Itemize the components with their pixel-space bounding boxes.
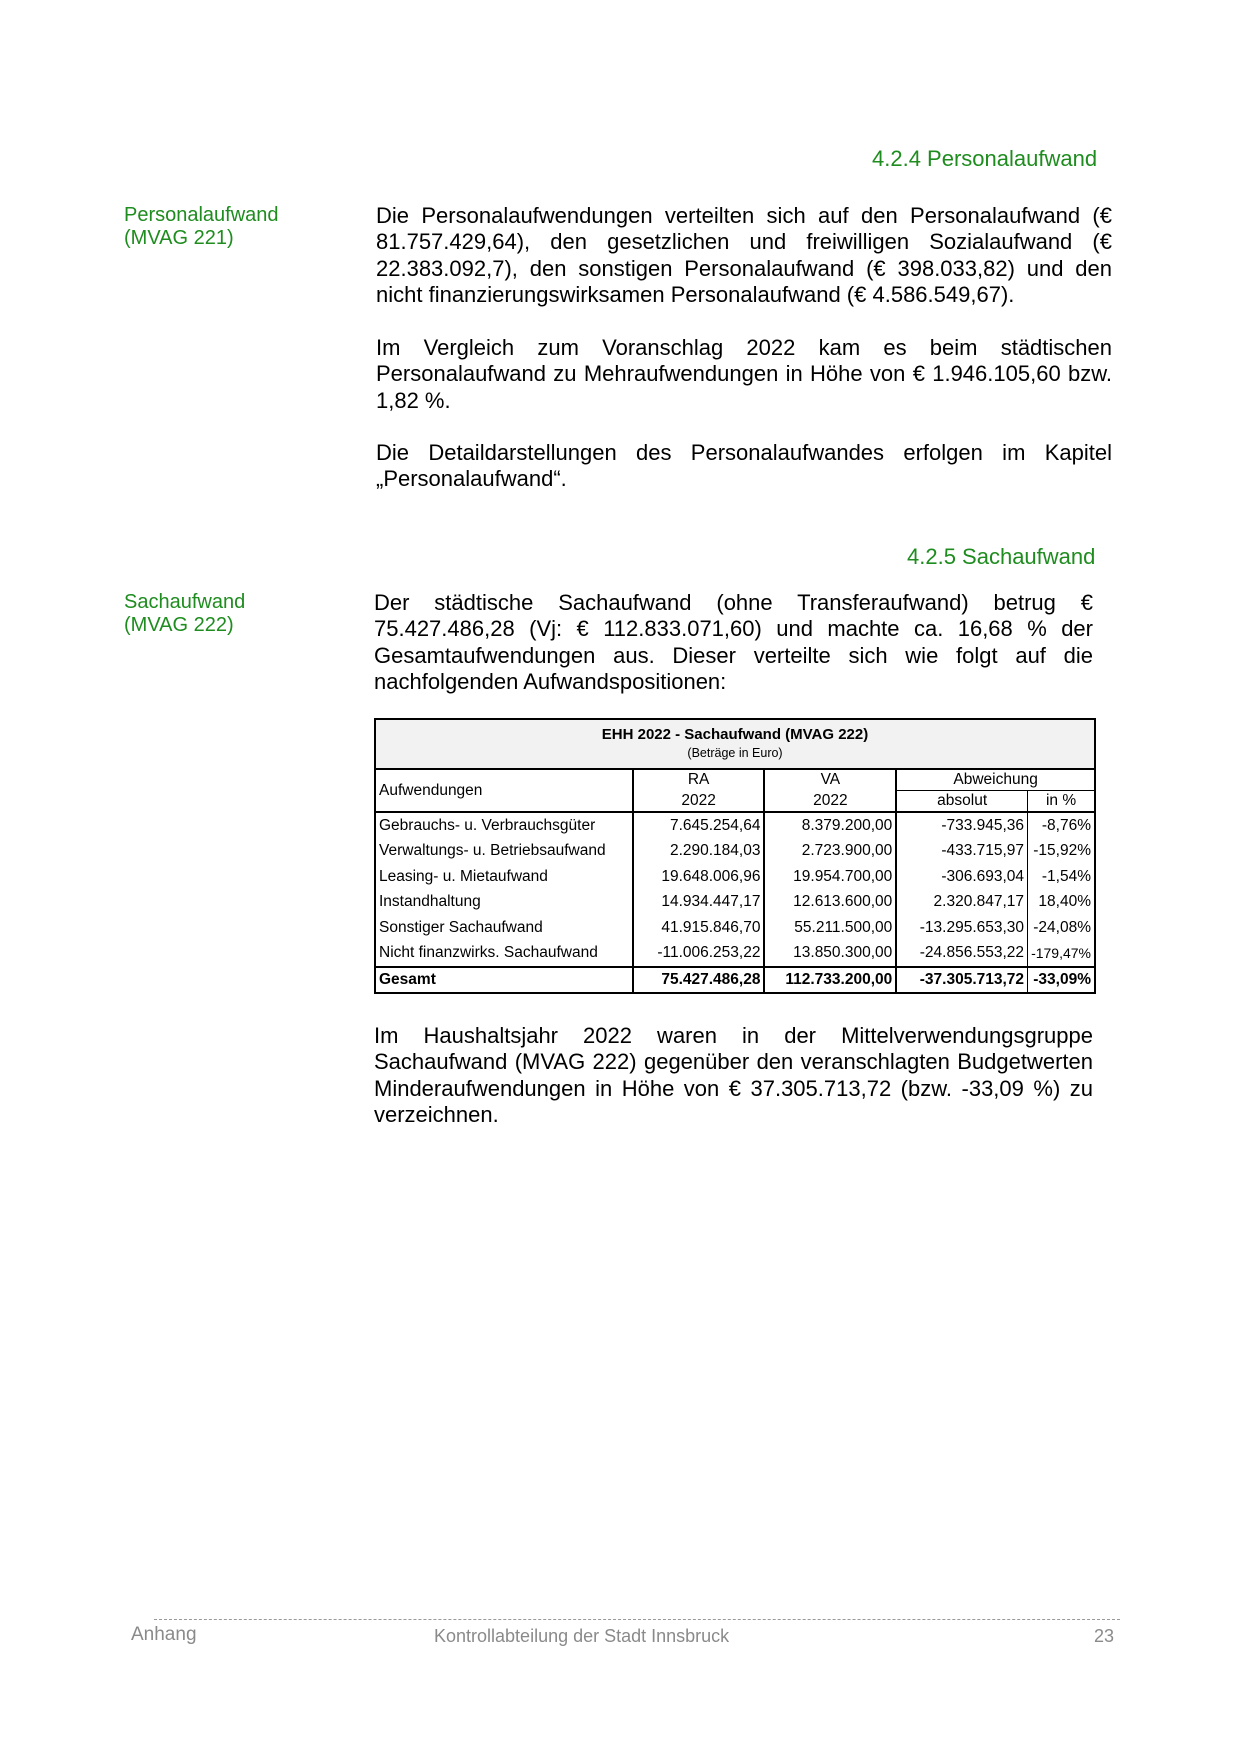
table-subtitle: (Beträge in Euro) — [687, 746, 783, 760]
table-row: Sonstiger Sachaufwand 41.915.846,70 55.211.500,00 -13.295.653,30 -24,08% — [376, 915, 1094, 941]
page-number: 23 — [1094, 1626, 1115, 1646]
header-ra: RA — [633, 770, 765, 791]
table-row: Leasing- u. Mietaufwand 19.648.006,96 19.954.700,00 -306.693,04 -1,54% — [376, 864, 1094, 890]
paragraph-personalaufwand-1: Die Personalaufwendungen verteilten sich auf den Personalaufwand (€ 81.757.429,64), den gesetzlichen und freiwilligen Sozialaufwand (€ 22.383.092,7), den sonstigen Personalaufwand (€ 398.033,82) und den nicht finanzierungswirksamen Personalaufwand (€ 4.586.549,67). — [376, 203, 1112, 308]
table-body — [376, 770, 1094, 992]
paragraph-personalaufwand-3: Die Detaildarstellungen des Personalaufwandes erfolgen im Kapitel „Personalaufwand“. — [376, 440, 1112, 492]
header-ra-year: 2022 — [633, 791, 765, 813]
section-heading-sachaufwand: 4.2.5 Sachaufwand — [907, 544, 1096, 569]
header-percent: in % — [1028, 791, 1094, 813]
footer-left: Anhang — [131, 1624, 197, 1645]
margin-note-personalaufwand — [124, 204, 344, 250]
header-aufwendungen: Aufwendungen — [376, 770, 633, 812]
table-row: Instandhaltung 14.934.447,17 12.613.600,00 2.320.847,17 18,40% — [376, 890, 1094, 916]
margin-note-code: (MVAG 221) — [124, 227, 234, 249]
margin-note-code: (MVAG 222) — [124, 614, 234, 636]
table-row: Gebrauchs- u. Verbrauchsgüter 7.645.254,64 8.379.200,00 -733.945,36 -8,76% — [376, 812, 1094, 839]
sachaufwand-table — [374, 718, 1096, 994]
header-va: VA — [764, 770, 896, 791]
table-title: EHH 2022 - Sachaufwand (MVAG 222) — [601, 726, 869, 743]
paragraph-personalaufwand-2: Im Vergleich zum Voranschlag 2022 kam es beim städtischen Personalaufwand zu Mehraufwendungen in Höhe von € 1.946.105,60 bzw. 1,82 %. — [376, 335, 1112, 413]
margin-note-title: Personalaufwand — [124, 204, 279, 226]
paragraph-sachaufwand-closing: Im Haushaltsjahr 2022 waren in der Mittelverwendungsgruppe Sachaufwand (MVAG 222) gegenüber den veranschlagten Budgetwerten Minderaufwendungen in Höhe von € 37.305.713,72 (bzw. -33,09 %) zu verzeichnen. — [374, 1023, 1093, 1128]
margin-note-sachaufwand — [124, 591, 344, 637]
table-row: Verwaltungs- u. Betriebsaufwand 2.290.184,03 2.723.900,00 -433.715,97 -15,92% — [376, 839, 1094, 865]
paragraph-sachaufwand-intro: Der städtische Sachaufwand (ohne Transferaufwand) betrug € 75.427.486,28 (Vj: € 112.833.071,60) und machte ca. 16,68 % der Gesamtaufwendungen aus. Dieser verteilte sich wie folgt auf die nachfolgenden Aufwandspositionen: — [374, 590, 1093, 695]
table-row: Nicht finanzwirks. Sachaufwand -11.006.253,22 13.850.300,00 -24.856.553,22 -179,47% — [376, 941, 1094, 968]
header-va-year: 2022 — [764, 791, 896, 813]
table-title-box — [376, 720, 1094, 770]
header-absolut: absolut — [896, 791, 1027, 813]
margin-note-title: Sachaufwand — [124, 591, 246, 613]
section-heading-personalaufwand: 4.2.4 Personalaufwand — [872, 146, 1098, 171]
table-total-row: Gesamt 75.427.486,28 112.733.200,00 -37.305.713,72 -33,09% — [376, 967, 1094, 992]
header-abweichung: Abweichung — [896, 770, 1094, 791]
footer-center: Kontrollabteilung der Stadt Innsbruck — [434, 1626, 730, 1646]
footer-divider — [154, 1619, 1120, 1620]
